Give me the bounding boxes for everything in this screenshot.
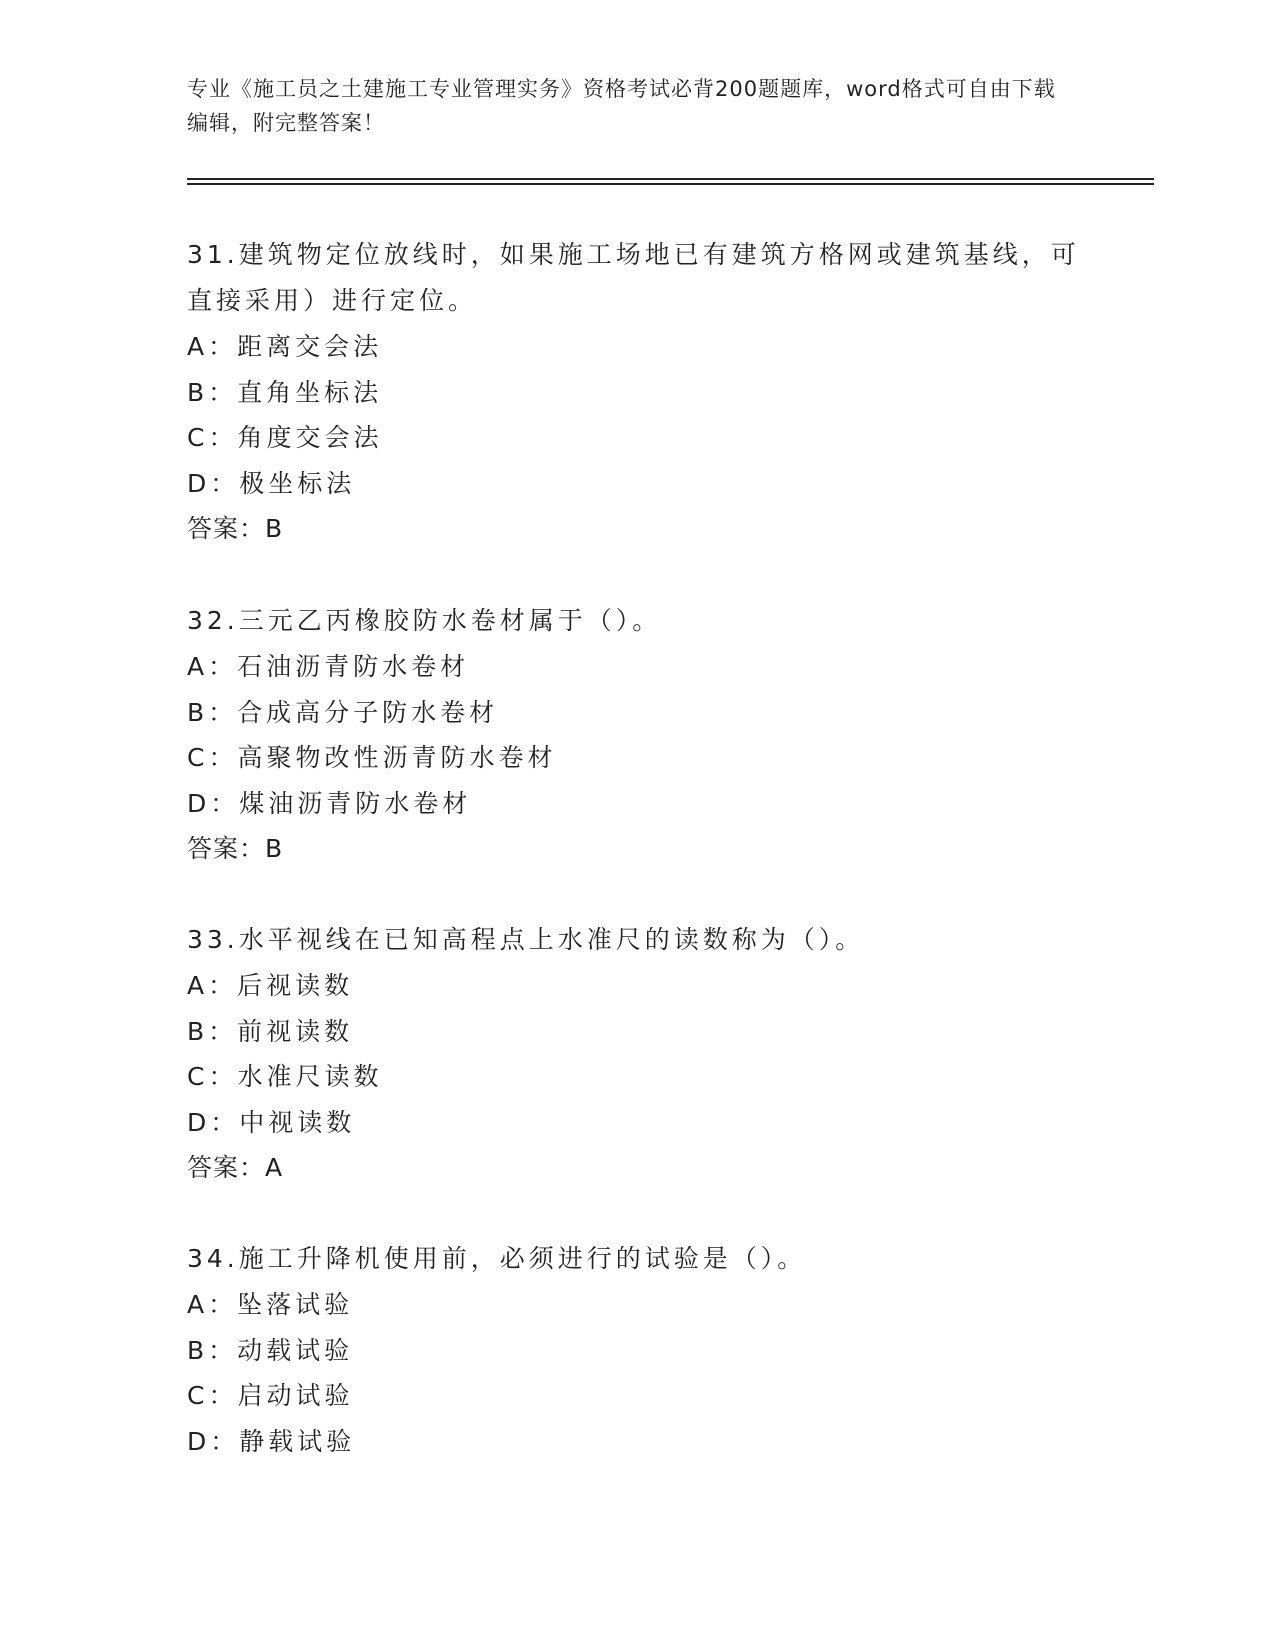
option-a: A：坠落试验 bbox=[187, 1290, 354, 1319]
option-d: D：中视读数 bbox=[187, 1107, 356, 1137]
option-b: B：合成高分子防水卷材 bbox=[187, 697, 499, 727]
option-c: C：启动试验 bbox=[187, 1381, 354, 1410]
header-divider-top bbox=[187, 178, 1154, 180]
question-stem: 33.水平视线在已知高程点上水准尺的读数称为（）。 bbox=[187, 925, 865, 954]
option-a: A：后视读数 bbox=[187, 971, 354, 1000]
option-d: D：极坐标法 bbox=[187, 468, 356, 498]
option-c: C：水准尺读数 bbox=[187, 1062, 383, 1091]
answer: 答案：B bbox=[187, 834, 284, 863]
question-stem: 32.三元乙丙橡胶防水卷材属于（）。 bbox=[187, 606, 662, 635]
header-divider-bottom bbox=[187, 183, 1154, 185]
option-a: A：石油沥青防水卷材 bbox=[187, 652, 470, 681]
question-34 bbox=[187, 1236, 1087, 1464]
document-header: 专业《施工员之土建施工专业管理实务》资格考试必背200题题库，word格式可自由下载编辑，附完整答案！ bbox=[187, 77, 1056, 135]
answer: 答案：A bbox=[187, 1153, 284, 1182]
option-c: C：角度交会法 bbox=[187, 423, 383, 452]
question-stem: 34.施工升降机使用前，必须进行的试验是（）。 bbox=[187, 1244, 807, 1273]
question-31 bbox=[187, 232, 1087, 552]
answer: 答案：B bbox=[187, 514, 284, 543]
option-c: C：高聚物改性沥青防水卷材 bbox=[187, 743, 557, 772]
option-b: B：前视读数 bbox=[187, 1016, 354, 1046]
option-d: D：煤油沥青防水卷材 bbox=[187, 788, 472, 818]
option-a: A：距离交会法 bbox=[187, 332, 383, 361]
option-b: B：动载试验 bbox=[187, 1335, 354, 1365]
question-33 bbox=[187, 917, 1087, 1191]
question-stem: 31.建筑物定位放线时，如果施工场地已有建筑方格网或建筑基线，可直接采用）进行定位。 bbox=[187, 240, 1080, 315]
option-d: D：静载试验 bbox=[187, 1426, 356, 1456]
question-32 bbox=[187, 598, 1087, 872]
option-b: B：直角坐标法 bbox=[187, 377, 383, 407]
